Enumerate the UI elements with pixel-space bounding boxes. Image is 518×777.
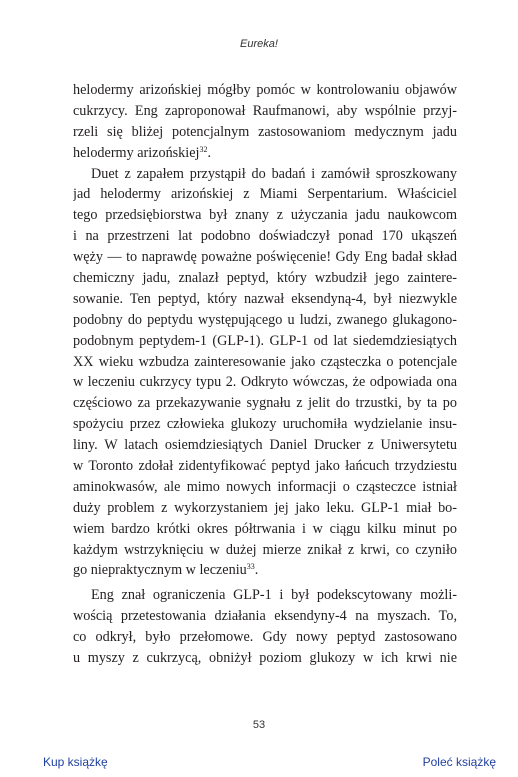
buy-book-link[interactable]: Kup książkę xyxy=(43,755,108,769)
page-number: 53 xyxy=(252,719,266,731)
body-text xyxy=(73,80,457,669)
text-line: helodermy arizońskiej mógłby pomóc w kontrolowaniu objawów xyxy=(73,82,457,98)
text-line: wością przetestowania działania eksendyny-4 na myszach. To, xyxy=(73,608,457,625)
text-line: wiem bardzo krótki okres półtrwania i w ciągu kilku minut po xyxy=(73,520,457,537)
text-line: co odkrył, było przełomowe. Gdy nowy peptyd zastosowano xyxy=(73,629,457,646)
paragraph-first-line: Duet z zapałem przystąpił do badań i zamówił sproszkowany xyxy=(91,165,457,182)
text-line: podobnym peptydem-1 (GLP-1). GLP-1 od lat siedemdziesiątych xyxy=(73,332,457,349)
running-head: Eureka! xyxy=(240,38,278,50)
text-line: rzeli się bliżej potencjalnym zastosowaniom medycznym jadu xyxy=(73,123,457,140)
line-text: helodermy arizońskiej xyxy=(73,144,200,161)
text-line: każdym wstrzyknięciu w dużej mierze znikał z krwi, co czyniło xyxy=(73,541,457,558)
paragraph-first-line: Eng znał ograniczenia GLP-1 i był podekscytowany możli- xyxy=(91,587,457,604)
text-line: częściowo za przekazywanie sygnału z jelit do trzustki, by ta po xyxy=(73,395,457,412)
text-line: liny. W latach osiemdziesiątych Daniel Drucker z Uniwersytetu xyxy=(73,437,457,454)
line-text: go niepraktycznym w leczeniu xyxy=(73,562,247,579)
text-line: podobny do peptydu występującego u ludzi, zwanego glukagono- xyxy=(73,311,457,328)
recommend-book-link[interactable]: Poleć książkę xyxy=(422,755,496,769)
text-line: węży — to naprawdę poważne poświęcenie! Gdy Eng badał skład xyxy=(73,249,457,266)
text-line: w leczeniu cukrzycy typu 2. Odkryto wówczas, że odpowiada ona xyxy=(73,374,457,391)
text-line: duży problem z wykorzystaniem jej jako leku. GLP-1 miał bo- xyxy=(73,499,457,516)
text-line: cukrzycy. Eng zaproponował Raufmanowi, aby wspólnie przyj- xyxy=(73,102,457,119)
text-line: sowanie. Ten peptyd, który nazwał eksendyną-4, był niezwykle xyxy=(73,290,457,307)
text-line: i na przestrzeni lat podobno doświadczył ponad 170 ukąszeń xyxy=(73,228,457,245)
footnote-ref: 33 xyxy=(246,562,255,572)
text-line: spożyciu przez człowieka glukozy uruchomiła wydzielanie insu- xyxy=(73,416,457,433)
text-line: w Toronto zdołał zidentyfikować peptyd jako łańcuch trzydziestu xyxy=(73,458,457,475)
text-line: jad helodermy arizońskiej z Miami Serpentarium. Właściciel xyxy=(73,186,457,203)
text-line: helodermy arizońskiej$^{32}$. xyxy=(73,144,212,161)
text-line: go niepraktycznym w leczeniu$^{33}$. xyxy=(73,562,259,579)
footnote-ref: 32 xyxy=(199,144,208,154)
text-line: XX wieku wzbudza zainteresowanie jako cząsteczka o potencjale xyxy=(73,353,457,370)
text-line: chemiczny jadu, znalazł peptyd, który wzbudził jego zaintere- xyxy=(73,270,457,287)
text-line: tego przedsiębiorstwa był znany z użyczania jadu naukowcom xyxy=(73,207,457,224)
text-line: u myszy z cukrzycą, obniżył poziom glukozy w ich krwi nie xyxy=(73,650,457,667)
text-line: aminokwasów, ale mimo nowych informacji o cząsteczce istniał xyxy=(73,478,457,495)
